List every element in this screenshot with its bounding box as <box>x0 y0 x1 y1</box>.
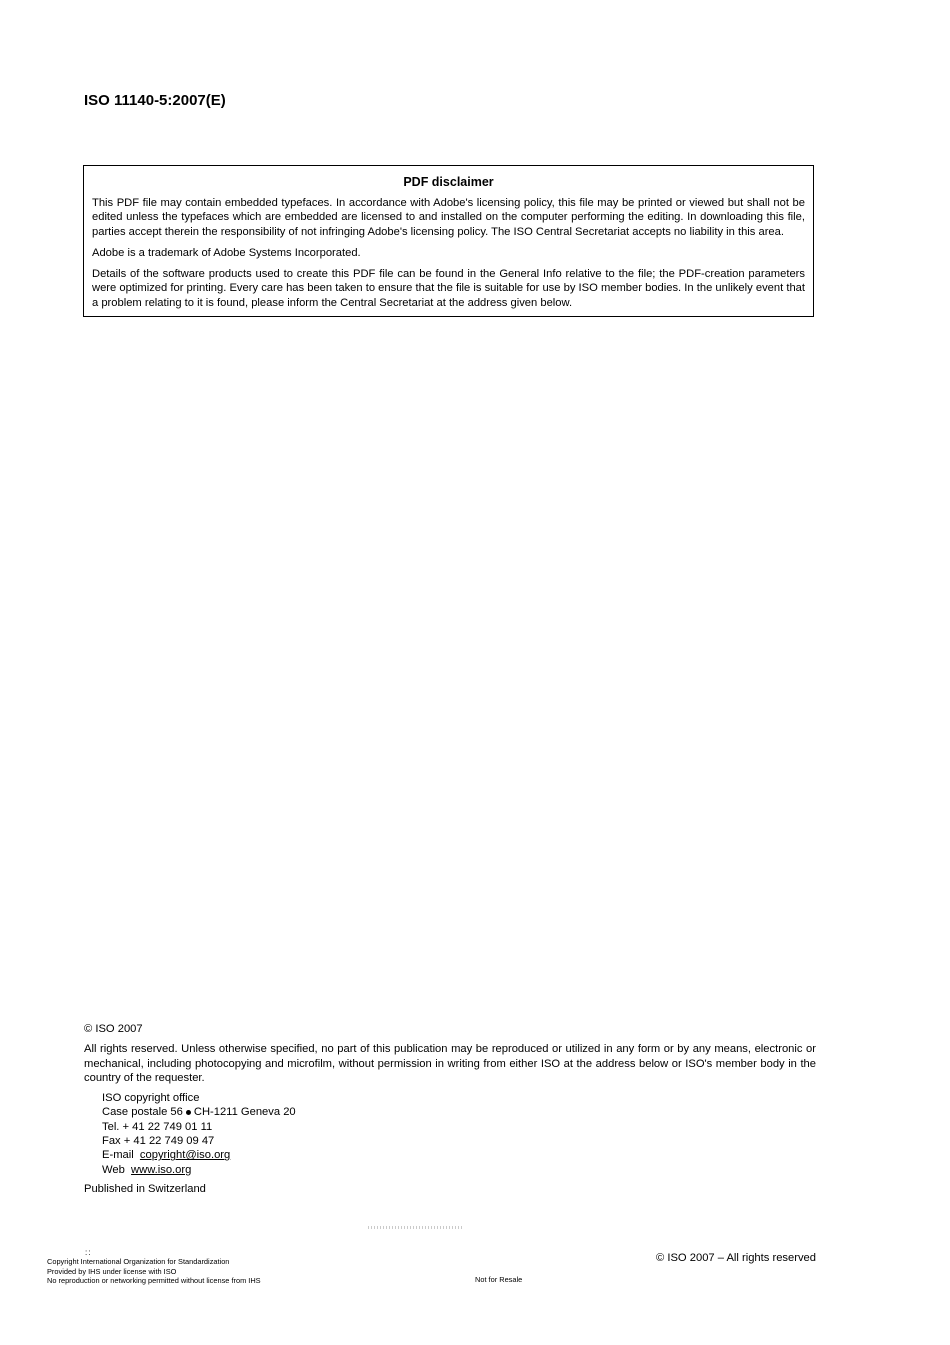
disclaimer-title: PDF disclaimer <box>403 175 494 189</box>
license-line: Copyright International Organization for Standardization <box>47 1257 230 1266</box>
telephone: Tel. + 41 22 749 01 11 <box>102 1120 213 1133</box>
contact-block <box>102 1091 816 1177</box>
license-line: No reproduction or networking permitted without license from IHS <box>47 1276 261 1285</box>
bullet-dot-icon <box>186 1110 191 1115</box>
copyright-section <box>84 1022 816 1196</box>
email-row <box>102 1148 816 1162</box>
web-link[interactable]: www.iso.org <box>131 1163 192 1176</box>
copyright-symbol-line: © ISO 2007 <box>84 1023 143 1035</box>
email-link[interactable]: copyright@iso.org <box>139 1149 231 1162</box>
document-id: ISO 11140-5:2007(E) <box>84 92 226 109</box>
disclaimer-paragraph: Adobe is a trademark of Adobe Systems Incorporated. <box>92 246 361 259</box>
web-row <box>102 1163 816 1177</box>
tiny-mark: :: <box>85 1248 92 1257</box>
web-label: Web <box>102 1163 125 1176</box>
address-part: Case postale 56 <box>102 1106 183 1119</box>
license-line: Provided by IHS under license with ISO <box>47 1266 177 1276</box>
not-for-resale: Not for Resale <box>475 1275 523 1284</box>
published-line: Published in Switzerland <box>84 1182 206 1195</box>
license-notice <box>47 1257 261 1286</box>
disclaimer-paragraph: Details of the software products used to create this PDF file can be found in the General Info relative to the file; the PDF-creation parameters were optimized for printing. Every care has been taken to ensure that the file is suitable for use by ISO member bodies. In the unlikely event that a problem relating to it is found, please inform the Central Secretariat at the address given below. <box>92 268 805 309</box>
fax: Fax + 41 22 749 09 47 <box>102 1135 215 1148</box>
rights-statement: All rights reserved. Unless otherwise specified, no part of this publication may be reproduced or utilized in any form or by any means, electronic or mechanical, including photocopying and microfilm, without permission in writing from either ISO at the address below or ISO's member body in the country of the requester. <box>84 1043 816 1084</box>
pdf-disclaimer-box <box>83 165 814 317</box>
office-name: ISO copyright office <box>102 1092 200 1105</box>
postal-address <box>102 1105 816 1119</box>
email-label: E-mail <box>102 1149 134 1162</box>
scan-artifact <box>368 1226 462 1229</box>
disclaimer-paragraph: This PDF file may contain embedded typefaces. In accordance with Adobe's licensing policy, this file may be printed or viewed but shall not be edited unless the typefaces which are embedded are licensed to and installed on the computer performing the editing. In downloading this file, parties accept therein the responsibility of not infringing Adobe's licensing policy. The ISO Central Secretariat accepts no liability in this area. <box>92 197 805 238</box>
page-copyright-notice: © ISO 2007 – All rights reserved <box>656 1252 816 1264</box>
address-part: CH-1211 Geneva 20 <box>193 1106 296 1119</box>
